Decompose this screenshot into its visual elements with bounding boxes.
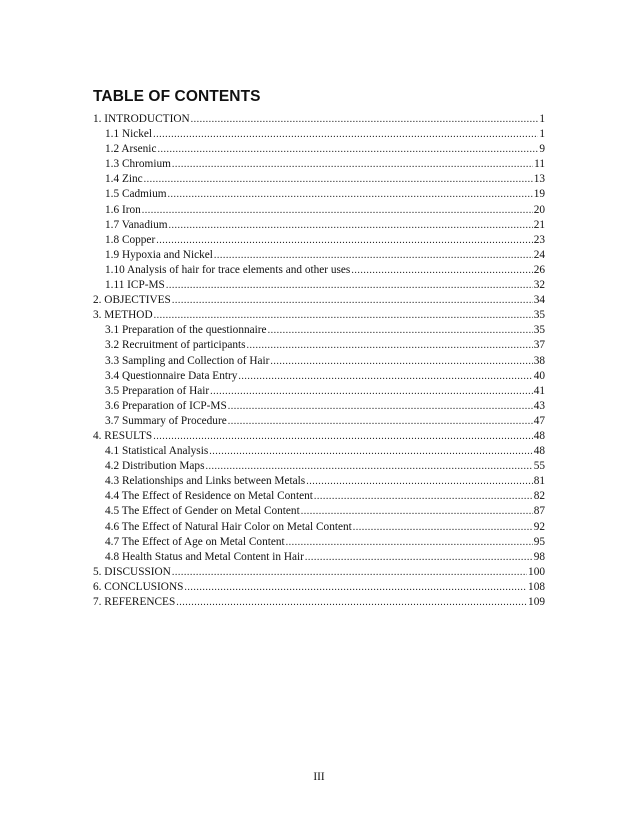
toc-entry-page: 48: [533, 445, 545, 458]
dot-leader: [228, 399, 533, 414]
toc-subsection-entry[interactable]: [93, 489, 545, 504]
toc-entry-page: 41: [533, 384, 545, 397]
toc-entry-label: 1.8 Copper: [105, 233, 156, 246]
toc-entry-label: 3. METHOD: [93, 309, 153, 322]
toc-entry-page: 1: [539, 128, 545, 141]
dot-leader: [184, 580, 527, 595]
dot-leader: [172, 565, 527, 580]
toc-subsection-entry[interactable]: [93, 369, 545, 384]
toc-section-entry[interactable]: [93, 595, 545, 610]
toc-entry-label: 3.7 Summary of Procedure: [105, 414, 227, 427]
toc-subsection-entry[interactable]: [93, 278, 545, 293]
toc-entry-page: 87: [533, 505, 545, 518]
toc-entry-label: 4.2 Distribution Maps: [105, 460, 205, 473]
toc-entry-page: 48: [533, 429, 545, 442]
toc-subsection-entry[interactable]: [93, 504, 545, 519]
dot-leader: [228, 414, 533, 429]
toc-entry-label: 3.3 Sampling and Collection of Hair: [105, 354, 270, 367]
dot-leader: [153, 429, 532, 444]
dot-leader: [172, 293, 533, 308]
toc-entry-label: 3.1 Preparation of the questionnaire: [105, 324, 267, 337]
toc-entry-label: 3.4 Questionnaire Data Entry: [105, 369, 238, 382]
toc-entry-page: 82: [533, 490, 545, 503]
toc-entry-label: 1. INTRODUCTION: [93, 113, 190, 125]
toc-entry-label: 1.4 Zinc: [105, 173, 143, 186]
dot-leader: [238, 369, 532, 384]
dot-leader: [144, 172, 533, 187]
toc-entry-label: 4.1 Statistical Analysis: [105, 445, 209, 458]
dot-leader: [210, 384, 533, 399]
toc-entry-page: 43: [533, 399, 545, 412]
dot-leader: [156, 233, 533, 248]
dot-leader: [247, 338, 533, 353]
dot-leader: [209, 444, 532, 459]
toc-entry-page: 108: [528, 580, 545, 593]
toc-entry-label: 5. DISCUSSION: [93, 565, 171, 578]
dot-leader: [351, 263, 532, 278]
toc-entry-page: 34: [533, 294, 545, 307]
toc-subsection-entry[interactable]: [93, 172, 545, 187]
toc-entry-label: 4.4 The Effect of Residence on Metal Content: [105, 490, 313, 503]
toc-subsection-entry[interactable]: [93, 384, 545, 399]
toc-entry-page: 98: [533, 550, 545, 563]
dot-leader: [168, 187, 533, 202]
toc-entry-label: 2. OBJECTIVES: [93, 294, 171, 307]
toc-entry-page: 100: [528, 565, 545, 578]
table-of-contents: [93, 112, 545, 610]
toc-subsection-entry[interactable]: [93, 444, 545, 459]
toc-entry-label: 1.11 ICP-MS: [105, 279, 165, 292]
toc-section-entry[interactable]: [93, 308, 545, 323]
toc-entry-label: 1.9 Hypoxia and Nickel: [105, 248, 213, 261]
page-title: TABLE OF CONTENTS: [93, 88, 261, 105]
toc-entry-page: 32: [533, 279, 545, 292]
toc-entry-page: 35: [533, 309, 545, 322]
toc-section-entry[interactable]: [93, 112, 545, 127]
toc-entry-label: 4.7 The Effect of Age on Metal Content: [105, 535, 285, 548]
toc-subsection-entry[interactable]: [93, 233, 545, 248]
dot-leader: [166, 278, 533, 293]
dot-leader: [301, 504, 533, 519]
dot-leader: [205, 459, 532, 474]
toc-entry-page: 26: [533, 263, 545, 276]
toc-entry-label: 3.6 Preparation of ICP-MS: [105, 399, 227, 412]
toc-entry-page: 20: [533, 203, 545, 216]
toc-entry-page: 24: [533, 248, 545, 261]
toc-subsection-entry[interactable]: [93, 474, 545, 489]
toc-subsection-entry[interactable]: [93, 157, 545, 172]
toc-subsection-entry[interactable]: [93, 323, 545, 338]
toc-entry-label: 1.10 Analysis of hair for trace elements and other uses: [105, 263, 351, 276]
toc-entry-label: 6. CONCLUSIONS: [93, 580, 184, 593]
dot-leader: [268, 323, 533, 338]
page-number: III: [313, 771, 325, 783]
dot-leader: [172, 157, 533, 172]
dot-leader: [142, 203, 533, 218]
toc-entry-page: 109: [528, 596, 545, 608]
toc-subsection-entry[interactable]: [93, 414, 545, 429]
toc-entry-label: 3.5 Preparation of Hair: [105, 384, 210, 397]
dot-leader: [270, 354, 532, 369]
dot-leader: [305, 550, 533, 565]
toc-entry-page: 13: [533, 173, 545, 186]
toc-entry-label: 3.2 Recruitment of participants: [105, 339, 246, 352]
toc-entry-page: 40: [533, 369, 545, 382]
toc-subsection-entry[interactable]: [93, 550, 545, 565]
toc-entry-label: 1.6 Iron: [105, 203, 141, 216]
toc-subsection-entry[interactable]: [93, 399, 545, 414]
toc-entry-label: 7. REFERENCES: [93, 596, 176, 608]
toc-subsection-entry[interactable]: [93, 187, 545, 202]
toc-subsection-entry[interactable]: [93, 354, 545, 369]
toc-entry-page: 47: [533, 414, 545, 427]
toc-entry-page: 38: [533, 354, 545, 367]
dot-leader: [306, 474, 533, 489]
dot-leader: [169, 218, 533, 233]
toc-entry-page: 11: [534, 158, 545, 171]
toc-entry-page: 21: [533, 218, 545, 231]
toc-subsection-entry[interactable]: [93, 127, 545, 142]
toc-subsection-entry[interactable]: [93, 203, 545, 218]
toc-section-entry[interactable]: [93, 580, 545, 595]
toc-entry-label: 4.5 The Effect of Gender on Metal Content: [105, 505, 300, 518]
toc-subsection-entry[interactable]: [93, 520, 545, 535]
toc-entry-label: 1.7 Vanadium: [105, 218, 168, 231]
toc-section-entry[interactable]: [93, 293, 545, 308]
toc-entry-label: 4.3 Relationships and Links between Metals: [105, 475, 306, 488]
dot-leader: [353, 520, 533, 535]
dot-leader: [191, 112, 539, 127]
dot-leader: [314, 489, 533, 504]
toc-entry-page: 55: [533, 460, 545, 473]
toc-entry-page: 92: [533, 520, 545, 533]
toc-entry-page: 95: [533, 535, 545, 548]
toc-subsection-entry[interactable]: [93, 535, 545, 550]
toc-entry-page: 1: [539, 113, 545, 125]
toc-entry-label: 4.6 The Effect of Natural Hair Color on Metal Content: [105, 520, 352, 533]
toc-subsection-entry[interactable]: [93, 218, 545, 233]
toc-entry-label: 1.3 Chromium: [105, 158, 171, 171]
toc-entry-label: 1.2 Arsenic: [105, 143, 157, 156]
toc-entry-label: 4. RESULTS: [93, 429, 153, 442]
toc-entry-page: 35: [533, 324, 545, 337]
toc-subsection-entry[interactable]: [93, 459, 545, 474]
toc-subsection-entry[interactable]: [93, 338, 545, 353]
dot-leader: [157, 142, 538, 157]
toc-entry-page: 37: [533, 339, 545, 352]
toc-subsection-entry[interactable]: [93, 248, 545, 263]
toc-subsection-entry[interactable]: [93, 263, 545, 278]
toc-entry-label: 4.8 Health Status and Metal Content in Hair: [105, 550, 304, 563]
toc-entry-label: 1.5 Cadmium: [105, 188, 167, 201]
toc-entry-page: 9: [539, 143, 545, 156]
dot-leader: [154, 308, 533, 323]
toc-entry-label: 1.1 Nickel: [105, 128, 153, 141]
dot-leader: [286, 535, 533, 550]
dot-leader: [153, 127, 538, 142]
dot-leader: [214, 248, 533, 263]
toc-entry-page: 81: [533, 475, 545, 488]
toc-section-entry[interactable]: [93, 565, 545, 580]
toc-entry-page: 19: [533, 188, 545, 201]
toc-subsection-entry[interactable]: [93, 142, 545, 157]
toc-section-entry[interactable]: [93, 429, 545, 444]
toc-entry-page: 23: [533, 233, 545, 246]
dot-leader: [176, 595, 527, 610]
